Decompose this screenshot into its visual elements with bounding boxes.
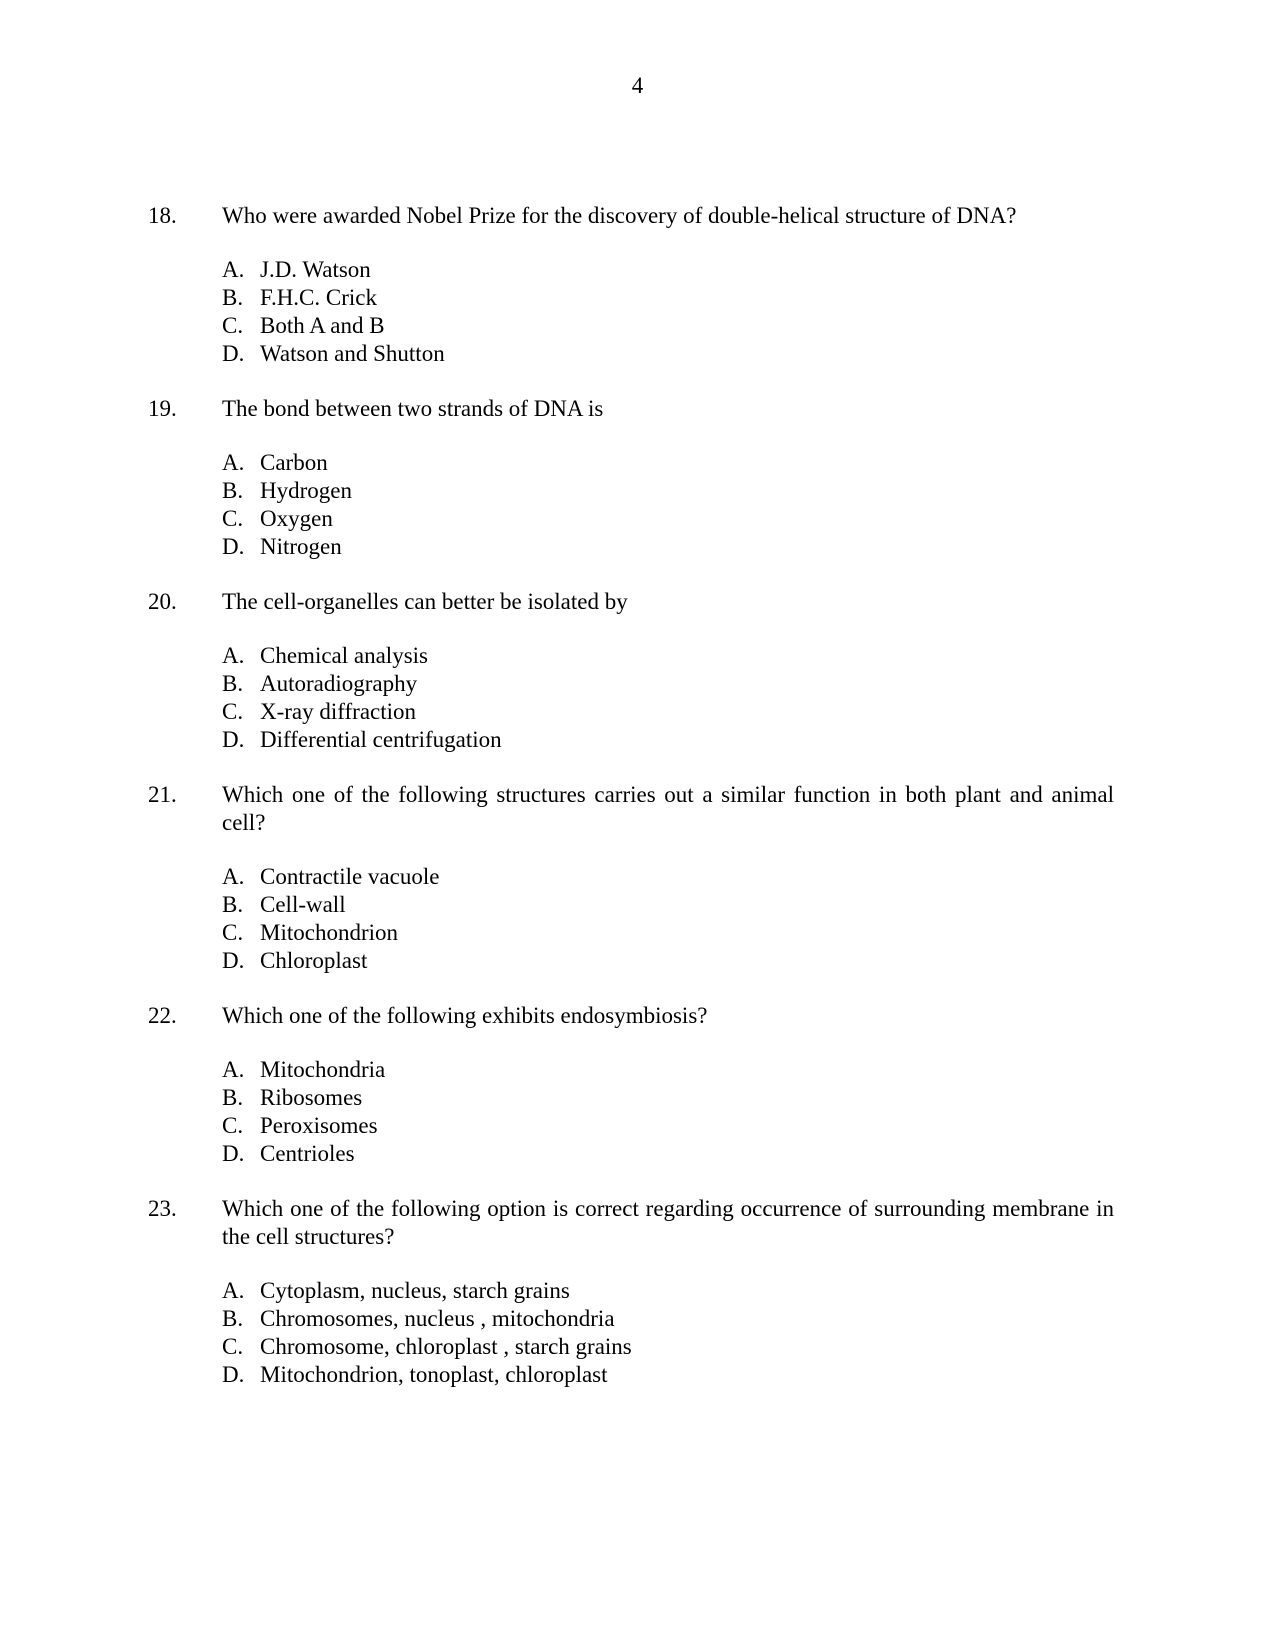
option-a xyxy=(222,1277,1275,1305)
option-text: Both A and B xyxy=(260,313,385,338)
option-text: Ribosomes xyxy=(260,1085,363,1110)
option-letter: A. xyxy=(222,1057,245,1082)
option-list xyxy=(222,1277,1275,1389)
option-text: X-ray diffraction xyxy=(260,699,417,724)
question-20 xyxy=(0,588,1275,754)
option-list xyxy=(222,449,1275,561)
option-a xyxy=(222,449,1275,477)
option-text: Cytoplasm, nucleus, starch grains xyxy=(260,1278,570,1303)
option-list xyxy=(222,642,1275,754)
option-c xyxy=(222,1333,1275,1361)
option-text: Chemical analysis xyxy=(260,643,428,668)
option-text: F.H.C. Crick xyxy=(260,285,377,310)
option-letter: B. xyxy=(222,478,244,503)
question-18 xyxy=(0,202,1275,368)
option-a xyxy=(222,642,1275,670)
option-a xyxy=(222,1056,1275,1084)
option-list xyxy=(222,863,1275,975)
question-number: 18. xyxy=(148,203,177,228)
option-b xyxy=(222,670,1275,698)
question-text: The bond between two strands of DNA is xyxy=(222,396,604,421)
option-d xyxy=(222,1361,1275,1389)
question-text: Which one of the following structures carries out a similar function in both plant and animal cell? xyxy=(222,782,1114,835)
option-text: J.D. Watson xyxy=(260,257,371,282)
option-text: Chromosome, chloroplast , starch grains xyxy=(260,1334,632,1359)
option-text: Contractile vacuole xyxy=(260,864,440,889)
option-text: Mitochondria xyxy=(260,1057,386,1082)
option-d xyxy=(222,947,1275,975)
question-number: 19. xyxy=(148,396,177,421)
option-letter: C. xyxy=(222,699,244,724)
option-d xyxy=(222,340,1275,368)
option-d xyxy=(222,533,1275,561)
question-23 xyxy=(0,1195,1275,1389)
option-letter: C. xyxy=(222,1113,244,1138)
option-text: Mitochondrion, tonoplast, chloroplast xyxy=(260,1362,608,1387)
question-text: Who were awarded Nobel Prize for the discovery of double-helical structure of DNA? xyxy=(222,203,1017,228)
question-number: 22. xyxy=(148,1003,177,1028)
option-list xyxy=(222,1056,1275,1168)
option-text: Cell-wall xyxy=(260,892,346,917)
option-letter: B. xyxy=(222,671,244,696)
question-22 xyxy=(0,1002,1275,1168)
option-letter: D. xyxy=(222,534,245,559)
option-text: Mitochondrion xyxy=(260,920,398,945)
option-letter: D. xyxy=(222,1141,245,1166)
option-letter: C. xyxy=(222,920,244,945)
question-19 xyxy=(0,395,1275,561)
option-letter: A. xyxy=(222,257,245,282)
option-letter: D. xyxy=(222,1362,245,1387)
option-letter: A. xyxy=(222,643,245,668)
option-b xyxy=(222,1305,1275,1333)
option-text: Oxygen xyxy=(260,506,333,531)
option-text: Hydrogen xyxy=(260,478,352,503)
option-b xyxy=(222,477,1275,505)
option-letter: A. xyxy=(222,864,245,889)
question-text: The cell-organelles can better be isolated by xyxy=(222,589,628,614)
question-number: 21. xyxy=(148,782,177,807)
option-c xyxy=(222,919,1275,947)
option-letter: B. xyxy=(222,1085,244,1110)
option-letter: D. xyxy=(222,727,245,752)
option-letter: C. xyxy=(222,506,244,531)
option-b xyxy=(222,284,1275,312)
option-letter: C. xyxy=(222,313,244,338)
option-b xyxy=(222,1084,1275,1112)
option-text: Differential centrifugation xyxy=(260,727,502,752)
option-c xyxy=(222,698,1275,726)
question-number: 23. xyxy=(148,1196,177,1221)
option-text: Peroxisomes xyxy=(260,1113,378,1138)
option-list xyxy=(222,256,1275,368)
option-text: Chloroplast xyxy=(260,948,368,973)
option-letter: D. xyxy=(222,341,245,366)
option-text: Watson and Shutton xyxy=(260,341,445,366)
option-d xyxy=(222,726,1275,754)
option-letter: C. xyxy=(222,1334,244,1359)
option-text: Nitrogen xyxy=(260,534,342,559)
option-a xyxy=(222,863,1275,891)
page-number: 4 xyxy=(631,73,644,98)
option-letter: B. xyxy=(222,285,244,310)
option-text: Centrioles xyxy=(260,1141,355,1166)
option-text: Chromosomes, nucleus , mitochondria xyxy=(260,1306,615,1331)
question-number: 20. xyxy=(148,589,177,614)
option-d xyxy=(222,1140,1275,1168)
option-letter: B. xyxy=(222,892,244,917)
option-text: Autoradiography xyxy=(260,671,418,696)
question-text: Which one of the following option is correct regarding occurrence of surrounding membrane in the cell structures? xyxy=(222,1196,1114,1249)
option-letter: A. xyxy=(222,1278,245,1303)
option-letter: D. xyxy=(222,948,245,973)
option-c xyxy=(222,312,1275,340)
option-b xyxy=(222,891,1275,919)
question-list xyxy=(0,202,1275,1416)
question-21 xyxy=(0,781,1275,975)
question-text: Which one of the following exhibits endosymbiosis? xyxy=(222,1003,708,1028)
option-letter: A. xyxy=(222,450,245,475)
option-text: Carbon xyxy=(260,450,328,475)
option-c xyxy=(222,1112,1275,1140)
option-letter: B. xyxy=(222,1306,244,1331)
option-c xyxy=(222,505,1275,533)
option-a xyxy=(222,256,1275,284)
